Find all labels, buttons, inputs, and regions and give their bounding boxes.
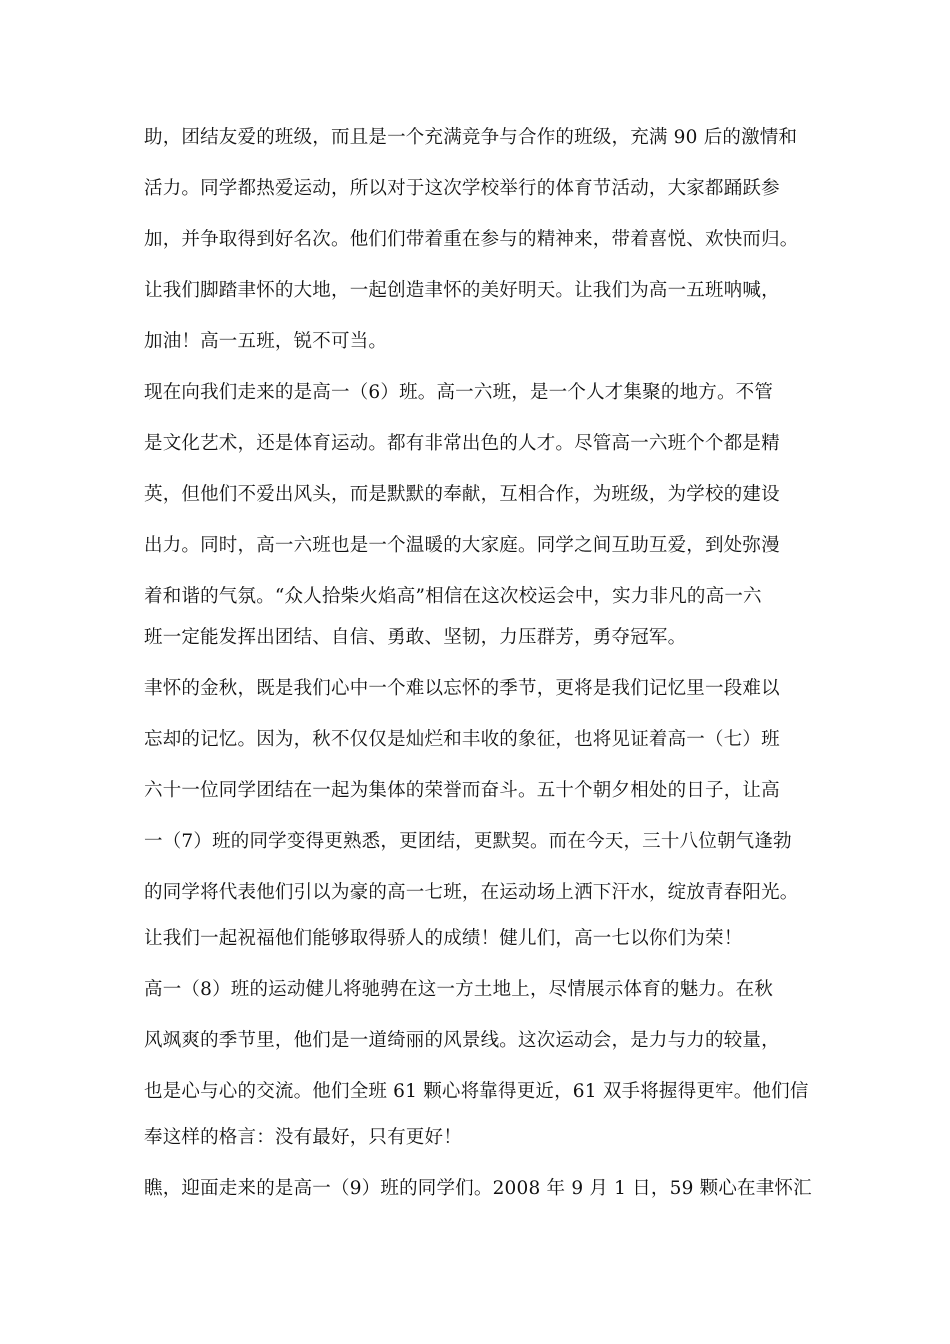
text-line-15: 一（7）班的同学变得更熟悉，更团结，更默契。而在今天，三十八位朝气逢勃 — [144, 831, 792, 852]
text-line-19: 风飒爽的季节里，他们是一道绮丽的风景线。这次运动会，是力与力的较量， — [144, 1030, 780, 1051]
text-line-12: 聿怀的金秋，既是我们心中一个难以忘怀的季节，更将是我们记忆里一段难以 — [144, 678, 780, 699]
text-line-2: 活力。同学都热爱运动，所以对于这次学校举行的体育节活动，大家都踊跃参 — [144, 178, 780, 199]
text-line-5: 加油！高一五班，锐不可当。 — [144, 331, 388, 352]
text-line-14: 六十一位同学团结在一起为集体的荣誉而奋斗。五十个朝夕相处的日子，让高 — [144, 780, 780, 801]
text-line-17: 让我们一起祝福他们能够取得骄人的成绩！健儿们，高一七以你们为荣！ — [144, 928, 743, 949]
text-line-22: 瞧，迎面走来的是高一（9）班的同学们。2008 年 9 月 1 日，59 颗心在聿怀汇 — [144, 1178, 812, 1199]
text-line-21: 奉这样的格言：没有最好，只有更好！ — [144, 1127, 462, 1148]
text-line-1: 助，团结友爱的班级，而且是一个充满竞争与合作的班级，充满 90 后的激情和 — [144, 127, 798, 148]
text-line-4: 让我们脚踏聿怀的大地，一起创造聿怀的美好明天。让我们为高一五班呐喊， — [144, 280, 780, 301]
text-line-3: 加，并争取得到好名次。他们们带着重在参与的精神来，带着喜悦、欢快而归。 — [144, 229, 799, 250]
text-line-6: 现在向我们走来的是高一（6）班。高一六班，是一个人才集聚的地方。不管 — [144, 382, 774, 403]
text-line-7: 是文化艺术，还是体育运动。都有非常出色的人才。尽管高一六班个个都是精 — [144, 433, 780, 454]
text-line-9: 出力。同时，高一六班也是一个温暖的大家庭。同学之间互助互爱，到处弥漫 — [144, 535, 780, 556]
text-line-20: 也是心与心的交流。他们全班 61 颗心将靠得更近，61 双手将握得更牢。他们信 — [144, 1081, 809, 1102]
text-line-13: 忘却的记忆。因为，秋不仅仅是灿烂和丰收的象征，也将见证着高一（七）班 — [144, 729, 780, 750]
text-line-18: 高一（8）班的运动健儿将驰骋在这一方土地上，尽情展示体育的魅力。在秋 — [144, 979, 774, 1000]
text-line-16: 的同学将代表他们引以为豪的高一七班，在运动场上洒下汗水，绽放青春阳光。 — [144, 882, 799, 903]
text-line-8: 英，但他们不爱出风头，而是默默的奉献，互相合作，为班级，为学校的建设 — [144, 484, 780, 505]
text-line-10: 着和谐的气氛。“众人拾柴火焰高”相信在这次校运会中，实力非凡的高一六 — [144, 586, 762, 607]
text-line-11: 班一定能发挥出团结、自信、勇敢、坚韧，力压群芳，勇夺冠军。 — [144, 627, 687, 648]
